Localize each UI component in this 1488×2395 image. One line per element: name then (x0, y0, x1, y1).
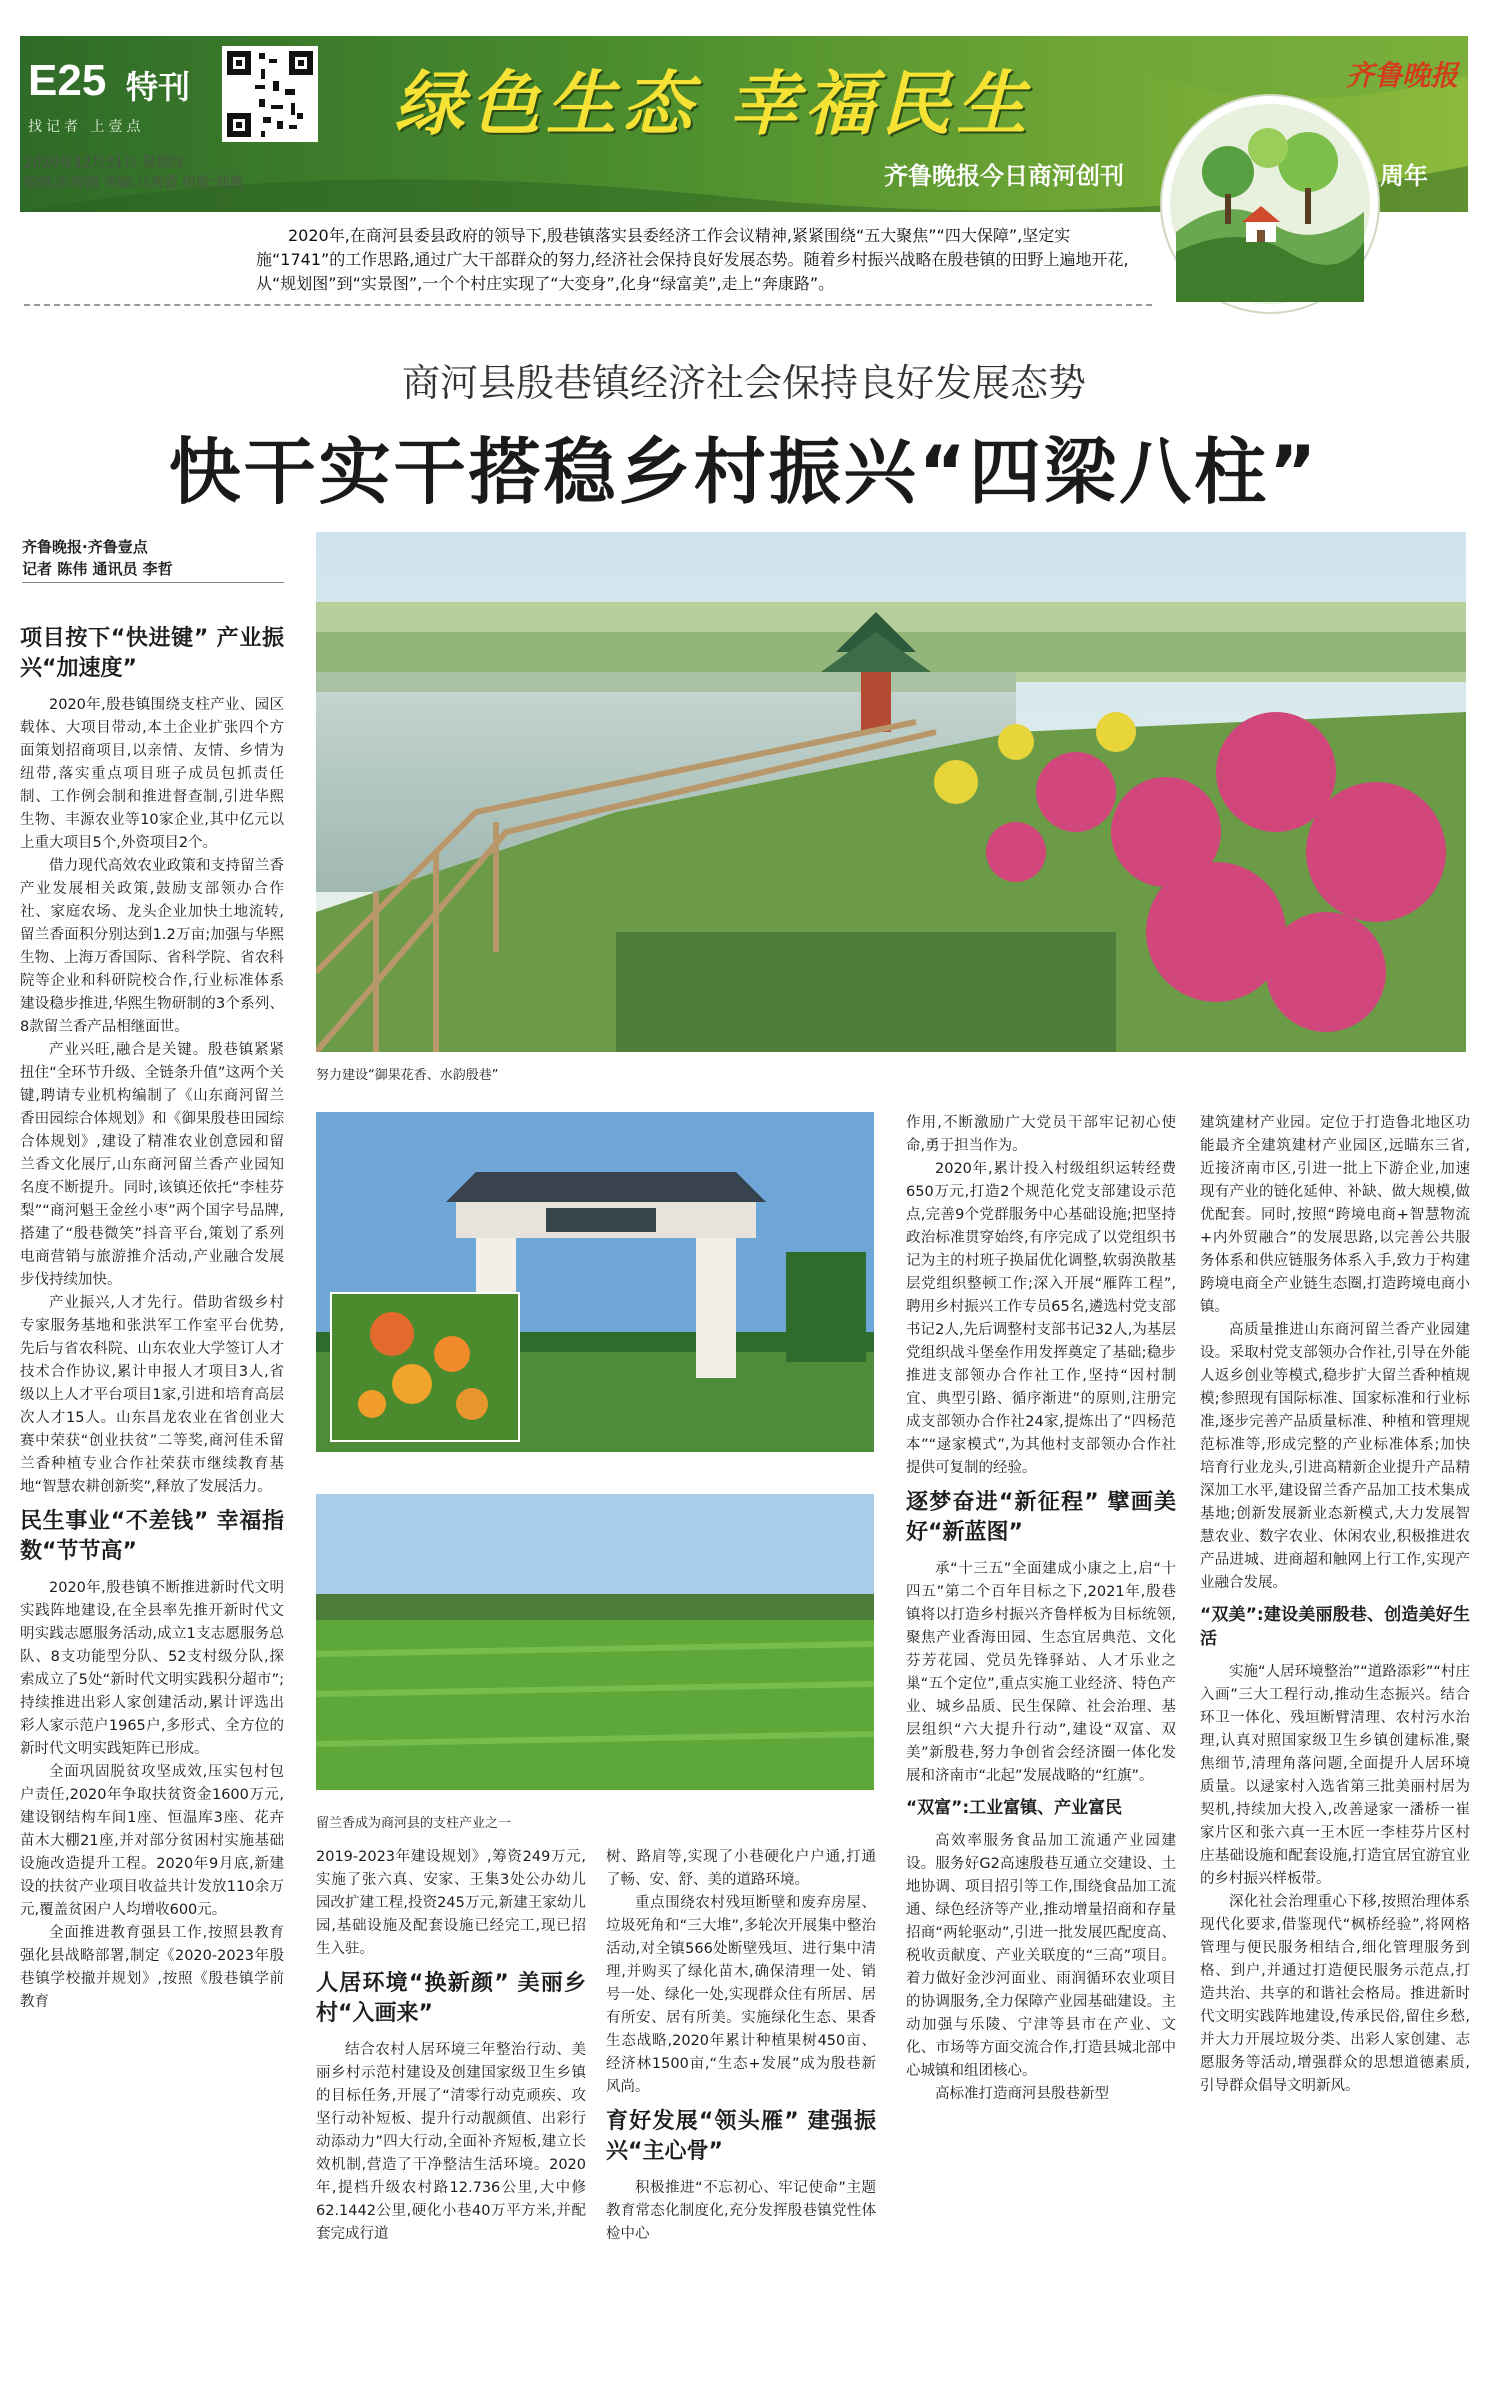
reporter-hotline: 找记者 上壹点 (28, 119, 145, 135)
paragraph: 2019-2023年建设规划》,筹资249万元,实施了张六真、安家、王集3处公办幼儿园改扩建工程,投资245万元,新建王家幼儿园,基础设施及配套设施已经完工,现已招生入驻。 (316, 1849, 586, 1957)
paragraph: 2020年,殷巷镇不断推进新时代文明实践阵地建设,在全县率先推开新时代文明实践志愿服务活动,成立1支志愿服务总队、8支功能型分队、52支村级分队,探索成立了5处“新时代文明实践积分超市”;持续推进出彩人家创建活动,累计评选出彩人家示范户1965户,多形式、全方位的新时代文明实践矩阵已形成。 (20, 1580, 284, 1757)
anniversary-badge (1162, 96, 1378, 312)
fruit-inset-photo (330, 1292, 520, 1442)
column-3 (606, 1846, 876, 2386)
paragraph: 承“十三五”全面建成小康之上,启“十四五”第二个百年目标之下,2021年,殷巷镇将以打造乡村振兴齐鲁样板为目标统领,聚焦产业香海田园、生态宜居典范、文化芬芳花园、党员先锋驿站、人才乐业之巢“五个定位”,重点实施工业经济、特色产业、城乡品质、民生保障、社会治理、基层组织“六大提升行动”,建设“双富、双美”新殷巷,努力争创省会经济圈一体化发展和济南市“北起”发展战略的“红旗”。 (906, 1561, 1176, 1784)
paragraph: 全面巩固脱贫攻坚成效,压实包村包户责任,2020年争取扶贫资金1600万元,建设钢结构车间1座、恒温库3座、花卉苗木大棚21座,并对部分贫困村实施基础设施改造提升工程。2020年9月底,新建设的扶贫产业项目收益共计发放110余万元,覆盖贫困户人均增收600元。 (20, 1764, 284, 1918)
anniversary-suffix: 周年 (1380, 162, 1428, 190)
byline-authors: 记者 陈伟 通讯员 李哲 (22, 560, 173, 578)
paragraph: 2020年,累计投入村级组织运转经费650万元,打造2个规范化党支部建设示范点,完善9个党群服务中心基础设施;把坚持政治标准贯穿始终,有序完成了以党组织书记为主的村班子换届优化调整,软弱涣散基层党组织整顿工作;深入开展“雁阵工程”,聘用乡村振兴工作专员65名,遴选村党支部书记2人,先后调整村支部书记32人,为基层党组织战斗堡垒作用发挥奠定了基础;稳步推进支部领办合作社工作,坚持“因村制宜、典型引路、循序渐进”的原则,注册完成支部领办合作社24家,提炼出了“四杨范本”“逯家模式”,为其他村支部领办合作社提供可复制的经验。 (906, 1161, 1176, 1476)
divider (22, 582, 284, 583)
anniversary-subtitle: 齐鲁晚报今日商河创刊 (884, 162, 1124, 190)
paragraph: 积极推进“不忘初心、牢记使命”主题教育常态化制度化,充分发挥殷巷镇党性体检中心 (606, 2180, 876, 2242)
paragraph: 树、路肩等,实现了小巷硬化户户通,打通了畅、安、舒、美的道路环境。 (606, 1849, 876, 1888)
editor-credits: 编辑:彭传刚 美编:马秀霞 组版:刘燕 (24, 175, 244, 191)
paragraph: 建筑建材产业园。定位于打造鲁北地区功能最齐全建筑建材产业园区,远瞄东三省,近接济南市区,引进一批上下游企业,加速现有产业的链化延伸、补缺、做大规模,做优配套。同时,按照“跨境电商+智慧物流+内外贸融合”的发展思路,以完善公共服务体系和供应链服务体系入手,致力于构建跨境电商全产业链生态圈,打造跨境电商小镇。 (1200, 1115, 1470, 1315)
photo-caption: 努力建设“御果花香、水韵殷巷” (316, 1068, 499, 1083)
article-headline: 快干实干搭稳乡村振兴“四梁八柱” (168, 430, 1320, 514)
section-heading: 逐梦奋进“新征程” 擘画美好“新蓝图” (906, 1490, 1176, 1545)
paragraph: 重点围绕农村残垣断壁和废弃房屋、垃圾死角和“三大堆”,多轮次开展集中整治活动,对全镇566处断壁残垣、进行集中清理,并购买了绿化苗木,确保清理一处、销号一处、绿化一处,实现群众住有所居、居有所安、居有所美。实施绿化生态、果香生态战略,2020年累计种植果树450亩、经济林1500亩,“生态+发展”成为殷巷新风尚。 (606, 1895, 876, 2095)
qr-code-icon[interactable] (222, 46, 318, 142)
paragraph: 深化社会治理重心下移,按照治理体系现代化要求,借鉴现代“枫桥经验”,将网格管理与便民服务相结合,细化管理服务到格、到户,并通过打造便民服务示范点,打造共治、共享的和谐社会格局。推进新时代文明实践阵地建设,传承民俗,留住乡愁,并大力开展垃圾分类、出彩人家创建、志愿服务等活动,增强群众的思想道德素质,引导群众倡导文明新风。 (1200, 1894, 1470, 2094)
column-1 (20, 616, 284, 2388)
paragraph: 高标准打造商河县殷巷新型 (935, 2086, 1109, 2102)
paragraph: 高效率服务食品加工流通产业园建设。服务好G2高速殷巷互通立交建设、土地协调、项目招引等工作,围绕食品加工流通、绿色经济等产业,推动增量招商和存量招商“两轮驱动”,引进一批发展匹配度高、税收贡献度、产业关联度的“三高”项目。着力做好金沙河面业、雨润循环农业项目的协调服务,全力保障产业园基础建设。主动加强与乐陵、宁津等县市在产业、文化、市场等方面交流合作,打造县城北部中心城镇和组团核心。 (906, 1833, 1176, 2079)
issue-date: 2020年12月31日 星期四 (24, 155, 184, 171)
paragraph: 实施“人居环境整治”“道路添彩”“村庄入画”三大工程行动,推动生态振兴。结合环卫一体化、残垣断臂清理、农村污水治理,认真对照国家级卫生乡镇创建标准,聚焦细节,清理角落问题,全面提升人居环境质量。以逯家村入选省第三批美丽村居为契机,持续加大投入,改善逯家一潘桥一崔家片区和张六真一王木匠一李桂芬片区村庄基础设施和配套设施,打造宜居宜游宜业的乡村振兴样板带。 (1200, 1664, 1470, 1887)
section-heading: “双富”:工业富镇、产业富民 (906, 1798, 1123, 1818)
section-label: 特刊 (126, 68, 191, 106)
lake-pavilion-photo (316, 532, 1466, 1052)
paragraph: 产业兴旺,融合是关键。殷巷镇紧紧扭住“全环节升级、全链条升值”这两个关键,聘请专业机构编制了《山东商河留兰香田园综合体规划》和《御果殷巷田园综合体规划》,建设了精准农业创意园和留兰香文化展厅,山东商河留兰香产业园知名度不断提升。同时,该镇还依托“李桂芬梨”“商河魁王金丝小枣”两个国字号品牌,搭建了“殷巷微笑”抖音平台,策划了系列电商营销与旅游推介活动,产业融合发展步伐持续加快。 (20, 1042, 284, 1288)
slogan: 绿色生态 幸福民生 (394, 62, 1033, 145)
paragraph: 结合农村人居环境三年整治行动、美丽乡村示范村建设及创建国家级卫生乡镇的目标任务,开展了“清零行动克顽疾、攻坚行动补短板、提升行动靓颜值、出彩行动添动力”四大行动,全面补齐短板,建立长效机制,营造了干净整洁生活环境。2020年,提档升级农村路12.736公里,大中修62.1442公里,硬化小巷40万平方米,并配套完成行道 (316, 2042, 586, 2242)
paragraph: 全面推进教育强县工作,按照县教育强化县战略部署,制定《2020-2023年殷巷镇学校撤并规划》,按照《殷巷镇学前教育 (20, 1925, 284, 2010)
section-heading: 项目按下“快进键” 产业振兴“加速度” (20, 626, 284, 681)
paragraph: 高质量推进山东商河留兰香产业园建设。采取村党支部领办合作社,引导在外能人返乡创业等模式,稳步扩大留兰香种植规模;参照现有国际标准、国家标准和行业标准,逐步完善产品质量标准、种植和管理规范标准等,形成完整的产业标准体系;加快培育行业龙头,引进高精新企业提升产品精深加工水平,建设留兰香产品加工技术集成基地;创新发展新业态新模式,大力发展智慧农业、数字农业、休闲农业,积极推进农产品进城、进商超和触网上行工作,实现产业融合发展。 (1200, 1322, 1470, 1591)
lead-paragraph: 2020年,在商河县委县政府的领导下,殷巷镇落实县委经济工作会议精神,紧紧围绕“五大聚焦”“四大保障”,坚定实施“1741”的工作思路,通过广大干部群众的努力,经济社会保持良好发展态势。随着乡村振兴战略在殷巷镇的田野上遍地开花,从“规划图”到“实景图”,一个个村庄实现了“大变身”,化身“绿富美”,走上“奔康路”。 (256, 226, 1129, 293)
section-heading: 人居环境“换新颜” 美丽乡村“入画来” (316, 1971, 586, 2026)
article-kicker: 商河县殷巷镇经济社会保持良好发展态势 (401, 361, 1086, 405)
paragraph: 2020年,殷巷镇围绕支柱产业、园区载体、大项目带动,本土企业扩张四个方面策划招商项目,以亲情、友情、乡情为纽带,落实重点项目班子成员包抓责任制、工作例会制和推进督查制,引进华熙生物、丰源农业等10家企业,其中亿元以上重大项目5个,外资项目2个。 (20, 697, 284, 851)
paragraph: 产业振兴,人才先行。借助省级乡村专家服务基地和张洪军工作室平台优势,先后与省农科院、山东农业大学签订人才技术合作协议,累计申报人才项目3人,省级以上人才平台项目1家,引进和培育高层次人才15人。山东昌龙农业在省创业大赛中荣获“创业扶贫”二等奖,商河佳禾留兰香种植专业合作社荣获市继续教育基地“智慧农耕创新奖”,释放了发展活力。 (20, 1295, 284, 1495)
divider (24, 304, 1152, 306)
page-number: E25 (28, 56, 107, 105)
section-heading: 民生事业“不差钱” 幸福指数“节节高” (20, 1509, 284, 1564)
column-4 (906, 1112, 1176, 2386)
mint-field-photo (316, 1494, 874, 1790)
byline-outlet: 齐鲁晚报·齐鲁壹点 (22, 538, 148, 556)
brand-logo: 齐鲁晚报 (1346, 59, 1459, 92)
photo-caption: 留兰香成为商河县的支柱产业之一 (316, 1816, 512, 1831)
column-5 (1200, 1112, 1470, 2386)
section-heading: 育好发展“领头雁” 建强振兴“主心骨” (606, 2109, 876, 2164)
paragraph: 借力现代高效农业政策和支持留兰香产业发展相关政策,鼓励支部领办合作社、家庭农场、龙头企业加快土地流转,留兰香面积分别达到1.2万亩;加强与华熙生物、上海万香国际、省科学院、省农科院等企业和科研院校合作,行业标准体系建设稳步推进,华熙生物研制的3个系列、8款留兰香产品相继面世。 (20, 858, 284, 1035)
paragraph: 作用,不断激励广大党员干部牢记初心使命,勇于担当作为。 (906, 1115, 1176, 1154)
column-2 (316, 1846, 586, 2386)
section-heading: “双美”:建设美丽殷巷、创造美好生活 (1200, 1605, 1470, 1649)
